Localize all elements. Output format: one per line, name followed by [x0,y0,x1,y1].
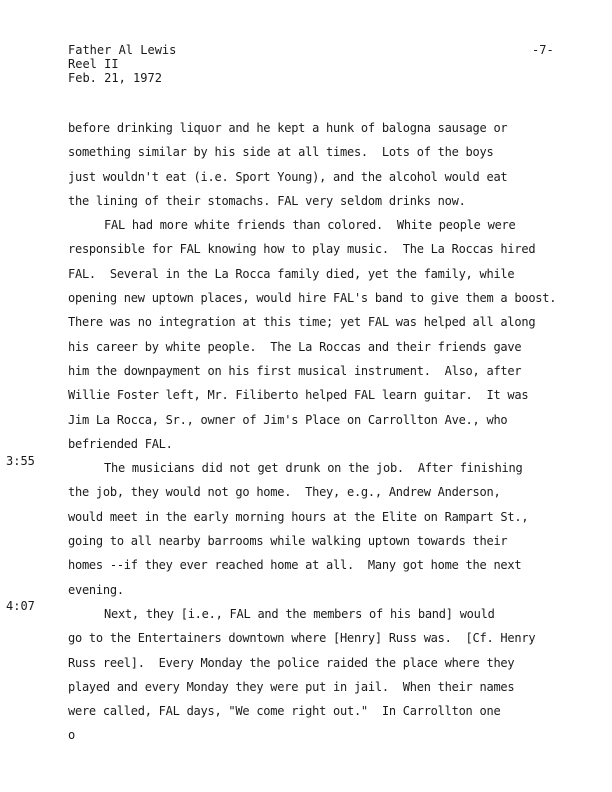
text-line: There was no integration at this time; yet FAL was helped all along [68,315,536,330]
text-line: opening new uptown places, would hire FAL's band to give them a boost. [68,291,557,306]
text-line: before drinking liquor and he kept a hunk of balogna sausage or [68,121,508,135]
text-line: going to all nearby barrooms while walking uptown towards their [68,534,508,549]
page-number: -7- [532,43,554,57]
text-line: the lining of their stomachs. FAL very seldom drinks now. [68,193,466,208]
text-line: befriended FAL. [68,436,173,451]
text-line: responsible for FAL knowing how to play music. The La Roccas hired [68,242,536,257]
text-line: the job, they would not go home. They, e.g., Andrew Anderson, [68,485,501,500]
text-line: evening. [68,582,124,597]
text-line: played and every Monday they were put in jail. When their names [68,679,515,694]
text-line: Next, they [i.e., FAL and the members of his band] would [104,606,495,621]
timestamp-marker: 4:07 [6,599,35,613]
text-line: go to the Entertainers downtown where [Henry] Russ was. [Cf. Henry [68,631,536,646]
text-line: were called, FAL days, "We come right out." In Carrollton one [68,704,501,719]
text-line: Willie Foster left, Mr. Filiberto helped FAL learn guitar. It was [68,388,529,403]
text-line: him the downpayment on his first musical instrument. Also, after [68,363,522,378]
timestamp-marker: 3:55 [6,454,35,468]
text-line: FAL. Several in the La Rocca family died, yet the family, while [68,266,515,281]
text-line: Jim La Rocca, Sr., owner of Jim's Place on Carrollton Ave., who [68,412,508,427]
text-line: homes --if they ever reached home at all. Many got home the next [68,558,522,573]
text-line: o [68,728,75,743]
text-line: Russ reel]. Every Monday the police raided the place where they [68,655,515,670]
text-line: would meet in the early morning hours at the Elite on Rampart St., [68,509,529,524]
text-line: FAL had more white friends than colored. White people were [104,218,516,233]
text-line: his career by white people. The La Roccas and their friends gave [68,339,522,354]
interview-date: Feb. 21, 1972 [68,71,162,85]
interviewee-name: Father Al Lewis [68,43,177,57]
transcript-body [68,116,588,748]
header-block [68,43,176,85]
text-line: something similar by his side at all times. Lots of the boys [68,145,494,160]
text-line: just wouldn't eat (i.e. Sport Young), and the alcohol would eat [68,169,508,184]
reel-label: Reel II [68,57,119,71]
text-line: The musicians did not get drunk on the job. After finishing [104,461,523,476]
